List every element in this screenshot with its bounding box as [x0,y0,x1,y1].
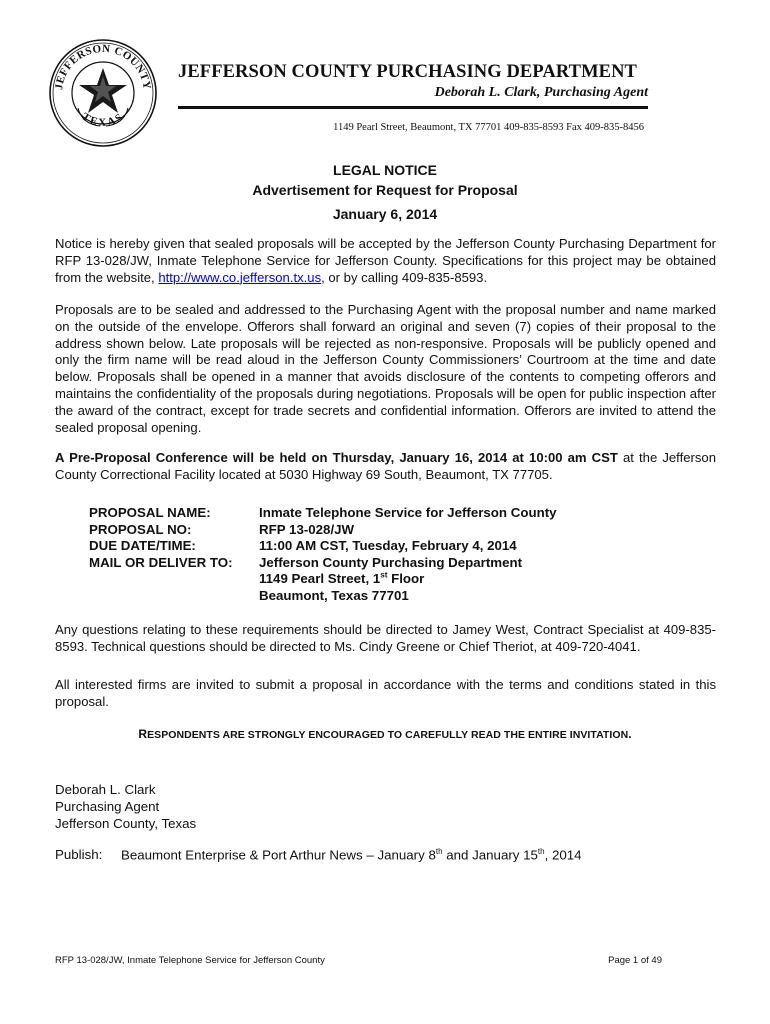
address-line: 1149 Pearl Street, Beaumont, TX 77701 409-835-8593 Fax 409-835-8456 [333,122,644,133]
signatory-name: Deborah L. Clark [55,782,156,797]
mail-address-street: 1149 Pearl Street, 1 [259,571,381,586]
advertisement-heading: Advertisement for Request for Proposal [252,182,518,198]
mail-deliver-label: MAIL OR DELIVER TO: [89,554,233,570]
paragraph-invitation: All interested firms are invited to submit a proposal in accordance with the terms and conditions stated in this proposal. [55,677,716,709]
due-date-value: 11:00 AM CST, Tuesday, February 4, 2014 [259,538,517,553]
respondents-notice-text: ESPONDENTS ARE STRONGLY ENCOURAGED TO CAREFULLY READ THE ENTIRE INVITATION [147,729,629,741]
proposal-no-value: RFP 13-028/JW [259,521,355,537]
proposal-name-label: PROPOSAL NAME: [89,505,211,520]
publish-text-a: Beaumont Enterprise & Port Arthur News – January 8 [121,847,436,863]
svg-text:TEXAS: TEXAS [79,110,127,129]
mail-deliver-value [259,555,522,605]
pre-proposal-conference-text: A Pre-Proposal Conference will be held on Thursday, January 16, 2014 at 10:00 am CST [55,450,618,465]
mail-deliver-row [89,555,557,605]
proposal-no-label: PROPOSAL NO: [89,521,192,537]
publish-sup-a: th [435,847,443,856]
signature-block [55,781,196,832]
proposal-name-value: Inmate Telephone Service for Jefferson County [259,505,557,520]
mail-address-floor: Floor [387,571,425,586]
mail-address-sup: st [380,570,388,580]
mail-address-line-3: Beaumont, Texas 77701 [259,587,409,603]
header-divider [178,106,648,109]
proposal-name-row [89,505,557,522]
notice-title-block [0,160,770,224]
publish-text-c: , 2014 [544,847,582,863]
respondents-notice-initial: R [138,727,148,741]
due-date-row [89,538,557,555]
respondents-notice-period: . [628,727,632,741]
publish-label: Publish: [55,847,103,863]
svg-text:JEFFERSON COUNTY: JEFFERSON COUNTY [53,42,153,91]
department-title: JEFFERSON COUNTY PURCHASING DEPARTMENT [178,62,637,82]
paragraph-submission: Proposals are to be sealed and addressed to the Purchasing Agent with the proposal number and name marked on the outside of the envelope. Offerors shall forward an original and seven (7) copies of their proposal to the address shown below. Late proposals will be rejected as non-responsive. Proposals will be publicly opened and only the firm name will be read aloud in the Jefferson County Commissioners’ Courtroom at the time and date below. Proposals shall be opened in a manner that avoids disclosure of the contents to competing offerors and maintains the confidentiality of the proposals during negotiations. Proposals will be open for public inspection after the award of the contract, except for trade secrets and confidential information. Offerors are invited to attend the sealed proposal opening. [55,302,716,435]
notice-date: January 6, 2014 [332,206,438,222]
publish-text-b: and January 15 [442,847,538,863]
due-date-label: DUE DATE/TIME: [89,538,196,553]
paragraph-notice-text-end: , or by calling 409-835-8593. [321,269,488,285]
publish-line [55,847,582,862]
paragraph-pre-proposal [55,450,716,484]
legal-notice-heading: LEGAL NOTICE [333,162,437,178]
publish-sup-b: th [537,847,545,856]
respondents-notice [0,727,770,741]
mail-address-line-1: Jefferson County Purchasing Department [259,554,523,570]
footer-page-number: Page 1 of 49 [608,955,662,966]
signatory-organization: Jefferson County, Texas [55,816,197,831]
footer-rfp-title: RFP 13-028/JW, Inmate Telephone Service for Jefferson County [55,955,325,966]
proposal-info-table [89,505,557,604]
purchasing-agent-line: Deborah L. Clark, Purchasing Agent [434,85,648,100]
paragraph-notice [55,236,716,286]
paragraph-notice-text: Notice is hereby given that sealed proposals will be accepted by the Jefferson County Purchasing Department for RFP 13-028/JW, Inmate Telephone Service for Jefferson County. Specifications for this project may be obtained from the website, [55,236,716,285]
county-website-link[interactable]: http://www.co.jefferson.tx.us [158,269,322,285]
proposal-no-row [89,522,557,539]
signatory-title: Purchasing Agent [55,799,160,814]
pre-proposal-location-text: at the Jefferson County Correctional Facility located at 5030 Highway 69 South, Beaumont, TX 77705. [55,450,716,482]
paragraph-questions: Any questions relating to these requirements should be directed to Jamey West, Contract Specialist at 409-835-8593. Technical questions should be directed to Ms. Cindy Greene or Chief Theriot, at 409-720-4041. [55,622,716,654]
mail-address-line-2 [259,571,522,588]
county-seal-logo [48,38,158,148]
